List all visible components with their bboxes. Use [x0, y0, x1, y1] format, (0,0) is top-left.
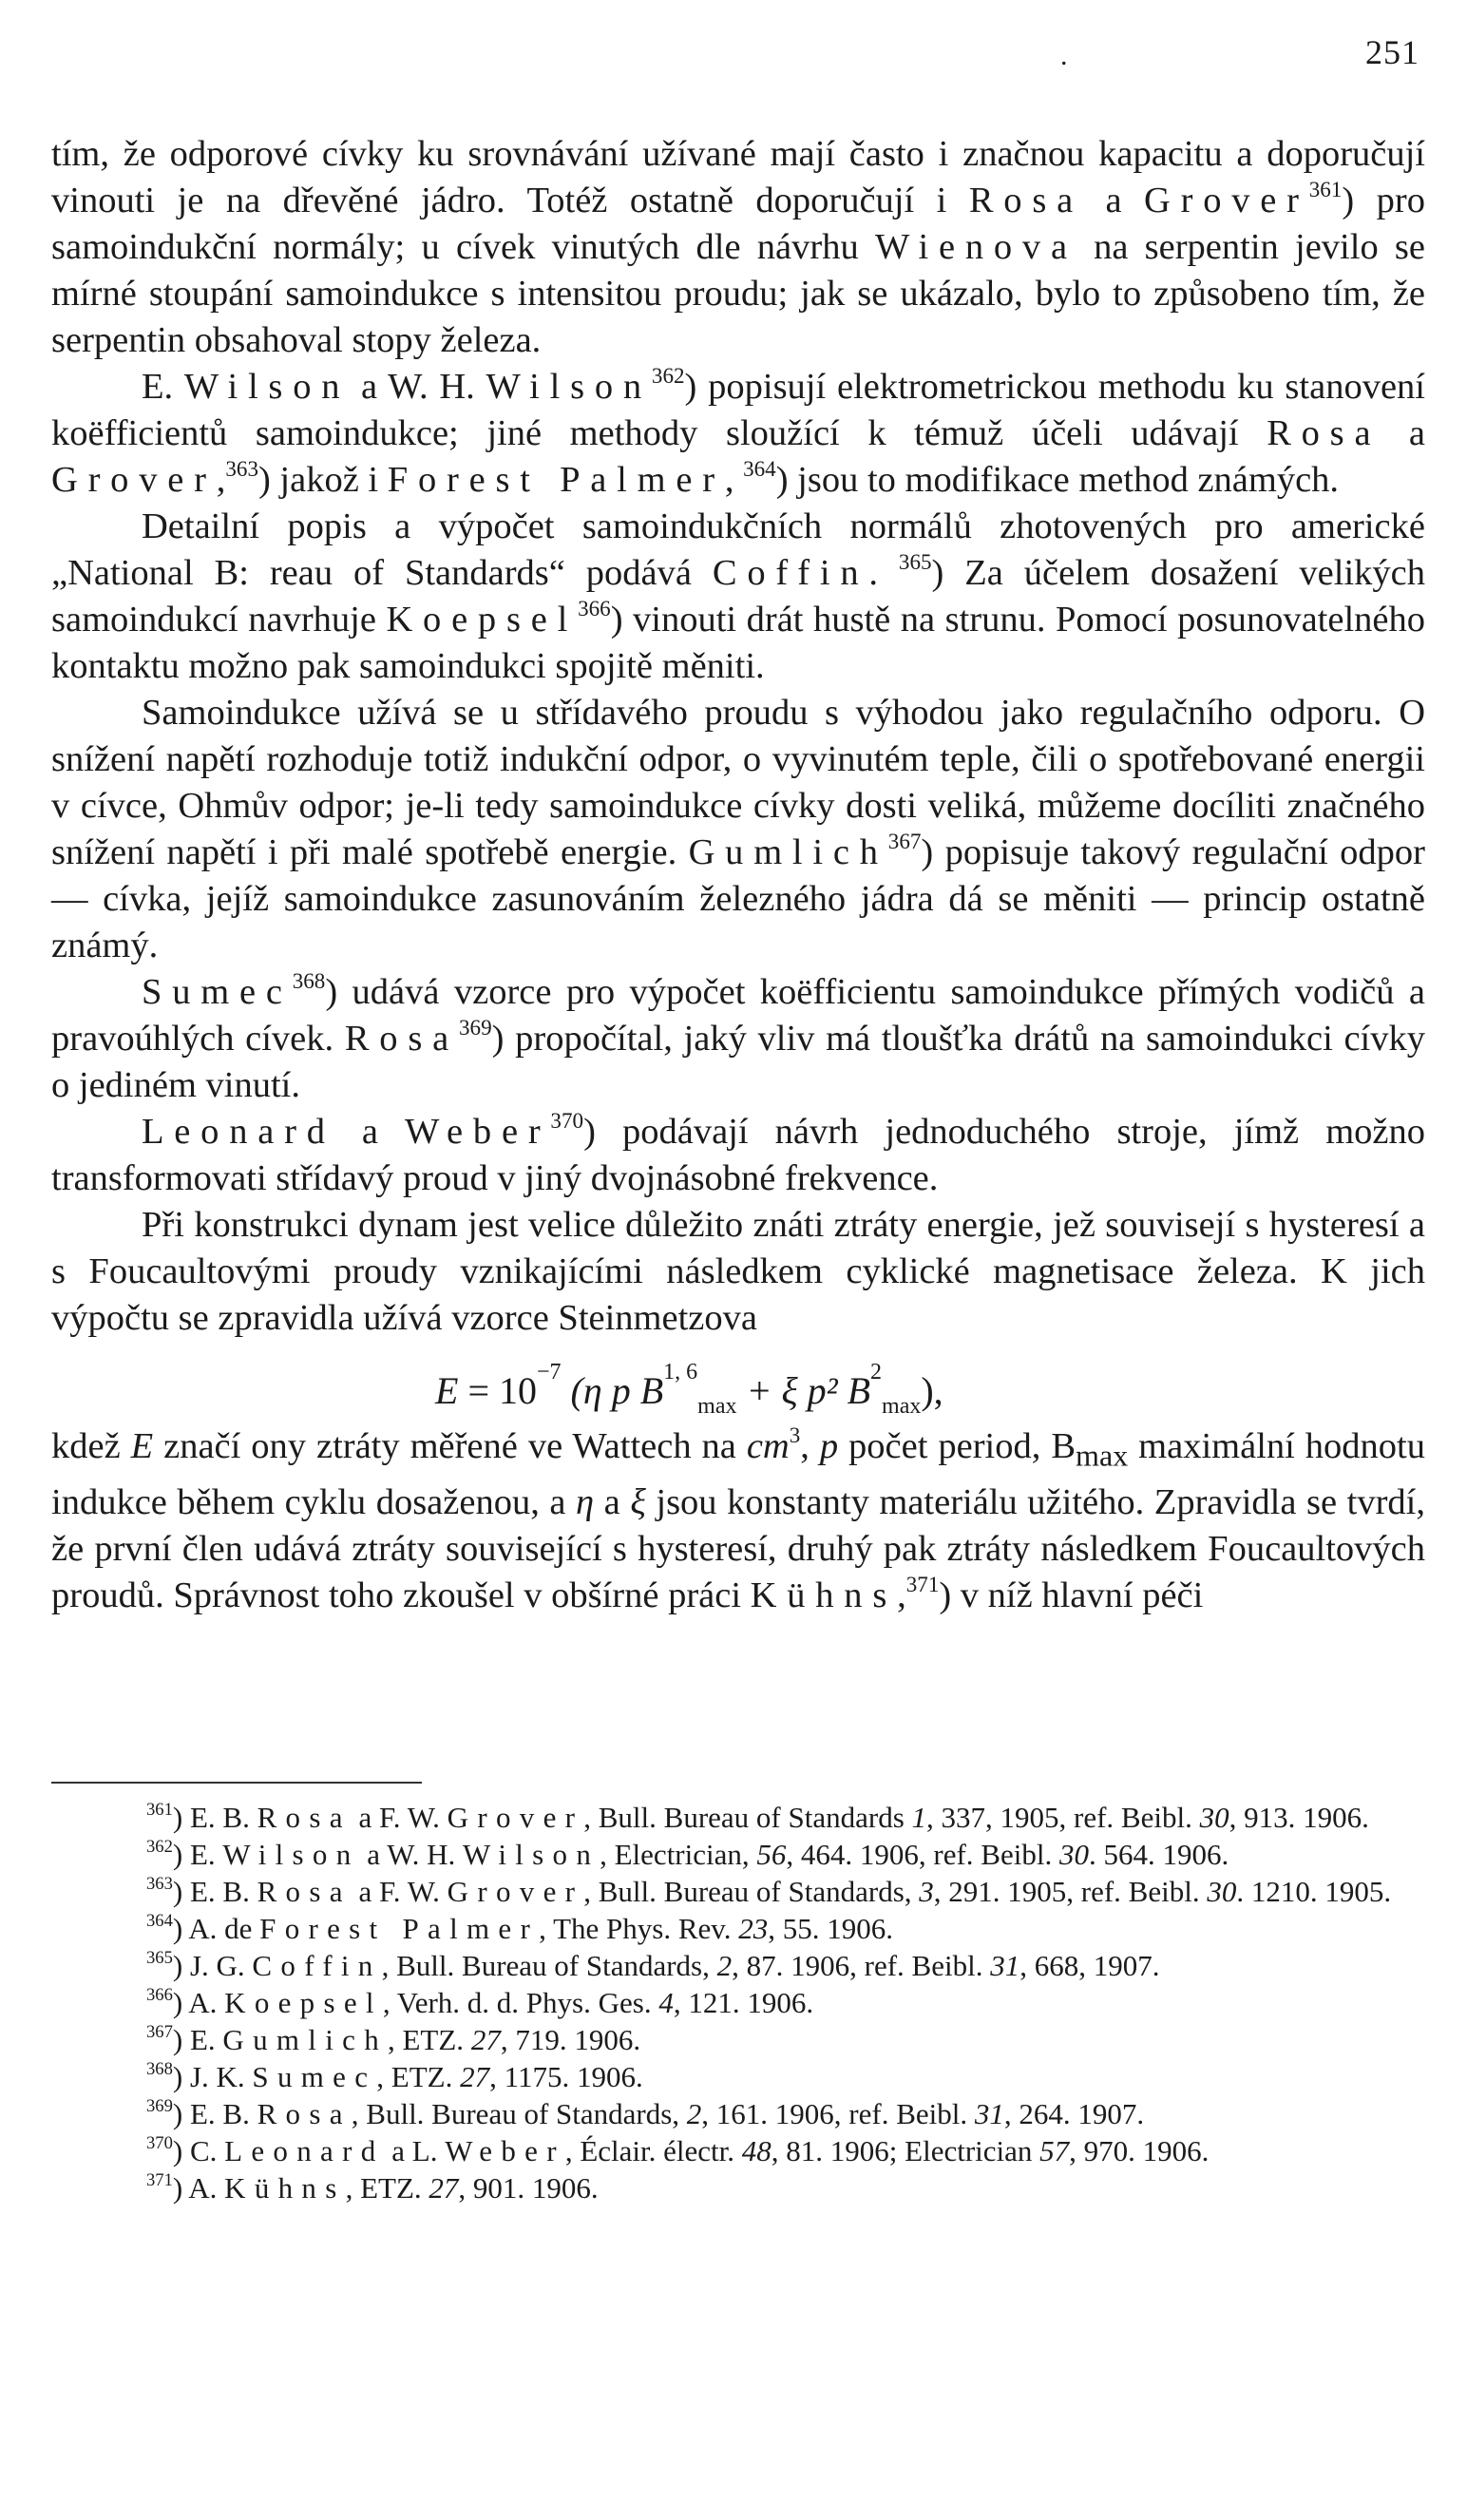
- reference-number: 3: [789, 1422, 801, 1447]
- author-name: Sumec: [252, 2060, 377, 2093]
- reference-number: 361: [1308, 176, 1343, 201]
- text-run: 23: [738, 1912, 769, 1945]
- reference-number: 368: [146, 2058, 173, 2079]
- paragraph: [51, 969, 1425, 1109]
- author-name: Grover: [447, 1801, 584, 1834]
- author-name: Gumlich: [688, 832, 888, 872]
- text-run: , ETZ.: [376, 2060, 461, 2093]
- text-run: 27: [429, 2171, 459, 2205]
- text-run: , 1175. 1906.: [489, 2060, 643, 2093]
- text-run: ) popisuje takový regulační odpor — cívka, jejíž samoindukce zasunováním železného jádra dá se měniti — princip ostatně známý.: [51, 832, 1425, 965]
- text-run: .: [868, 553, 899, 593]
- author-name: Rosa: [968, 181, 1083, 220]
- text-run: Samoindukce užívá se u střídavého proudu s výhodou jako regulačního odporu. O snížení napětí rozhoduje totiž indukční odpor, o vyvinutém teple, čili o spotřebované energii v cívce, Ohmův odpor; je-li tedy samoindukce cívky dosti veliká, můžeme docíliti značného snížení napětí i při malé spotřebě energie.: [51, 693, 1425, 872]
- text-run: ) E. B.: [172, 2097, 257, 2130]
- text-run: ) jsou to modifikace method známých.: [775, 460, 1340, 500]
- author-name: Wilson: [463, 1838, 600, 1871]
- footnote: [51, 1836, 1425, 1873]
- text-run: , 970. 1906.: [1069, 2134, 1210, 2167]
- formula-power-2: 2: [870, 1359, 883, 1384]
- formula-open: (η p B: [570, 1369, 664, 1412]
- text-run: , Bull. Bureau of Standards: [583, 1801, 912, 1834]
- reference-number: 363: [146, 1873, 173, 1894]
- text-run: 57: [1039, 2134, 1070, 2167]
- text-run: ) popisují elektrometrickou methodu ku stanovení koëfficientů samoindukce; jiné methody sloužící k témuž účeli udávají: [51, 367, 1425, 453]
- text-run: ) v níž hlavní péči: [939, 1575, 1204, 1615]
- reference-number: 369: [146, 2095, 173, 2116]
- reference-number: 364: [743, 455, 776, 481]
- footnotes: [51, 1799, 1425, 2206]
- author-name: Koepsel: [386, 600, 579, 640]
- footnote: [51, 2095, 1425, 2132]
- footnote: [51, 2169, 1425, 2206]
- paragraph: [51, 131, 1425, 364]
- formula-sub-2: max: [882, 1393, 922, 1419]
- paragraph: [51, 1202, 1425, 1342]
- text-run: tím, že odporové cívky ku srovnávání užívané mají často i značnou kapacitu a doporučují vinouti je na dřevěné jádro. Totéž ostatně doporučují i: [51, 134, 1425, 220]
- text-run: , Verh. d. d. Phys. Ges.: [382, 1986, 659, 2019]
- text-run: a F. W.: [351, 1875, 448, 1908]
- text-run: , Bull. Bureau of Standards,: [583, 1875, 920, 1908]
- reference-number: 368: [292, 967, 326, 993]
- text-run: 30: [1207, 1875, 1237, 1908]
- text-run: ) pro samoindukční normály; u cívek vinutých dle návrhu: [51, 181, 1425, 267]
- text-run: , 668, 1907.: [1019, 1949, 1160, 1982]
- text-run: ) propočítal, jaký vliv má tloušťka drátů na samoindukci cívky o jediném vinutí.: [51, 1019, 1425, 1105]
- text-run: ξ: [630, 1481, 646, 1522]
- author-name: Rosa: [257, 1875, 352, 1908]
- formula-close: ),: [921, 1369, 943, 1412]
- footnote: [51, 1799, 1425, 1836]
- text-run: , ETZ.: [388, 2023, 471, 2056]
- text-run: , 291. 1905, ref. Beibl.: [933, 1875, 1208, 1908]
- text-run: , ETZ.: [345, 2171, 429, 2205]
- author-name: Wilson: [183, 367, 351, 407]
- formula-sub-1: max: [697, 1393, 737, 1419]
- text-run: , 161. 1906, ref. Beibl.: [701, 2097, 975, 2130]
- reference-number: 362: [651, 362, 685, 388]
- text-run: 27: [460, 2060, 490, 2093]
- text-run: a: [1082, 181, 1145, 220]
- text-run: maximální hodnotu indukce během cyklu dosaženou, a: [51, 1426, 1425, 1522]
- text-run: , Éclair. électr.: [564, 2134, 742, 2167]
- text-run: 31: [990, 1949, 1020, 1982]
- text-run: jsou konstanty materiálu užitého. Zpravidla se tvrdí, že první člen udává ztráty související s hysteresí, druhý pak ztráty následkem Foucaultových proudů. Správnost toho zkoušel v obšírné práci: [51, 1481, 1425, 1615]
- footnote: [51, 1947, 1425, 1984]
- steinmetz-formula: [51, 1342, 1425, 1423]
- author-name: Coffin: [712, 553, 869, 593]
- page-dot: .: [1060, 40, 1068, 71]
- text-run: Detailní popis a výpočet samoindukčních normálů zhotovených pro americké „National B: reau of Standards“ podává: [51, 506, 1425, 593]
- author-name: Weber: [405, 1112, 551, 1152]
- text-run: max: [1076, 1438, 1129, 1473]
- text-run: ,: [724, 460, 744, 500]
- text-run: , Bull. Bureau of Standards,: [381, 1949, 717, 1982]
- text-run: , 264. 1907.: [1003, 2097, 1145, 2130]
- text-run: , 464. 1906, ref. Beibl.: [786, 1838, 1059, 1871]
- text-run: ,: [216, 460, 226, 500]
- formula-exponent: −7: [537, 1359, 562, 1384]
- text-run: 2: [686, 2097, 702, 2130]
- author-name: Kühns: [224, 2171, 346, 2205]
- author-name: Leonard: [224, 2134, 385, 2167]
- text-run: a: [594, 1481, 631, 1522]
- paragraph: [51, 690, 1425, 969]
- formula-power-1: 1, 6: [663, 1359, 698, 1384]
- author-name: Wilson: [222, 1838, 360, 1871]
- footnote: [51, 2058, 1425, 2095]
- text-run: p: [819, 1426, 839, 1466]
- text-run: ) J. G.: [172, 1949, 253, 1982]
- paragraph: [51, 364, 1425, 504]
- footnote: [51, 2021, 1425, 2058]
- paragraph: [51, 1109, 1425, 1202]
- text-run: , The Phys. Rev.: [539, 1912, 739, 1945]
- reference-number: 370: [550, 1107, 584, 1133]
- text-run: 56: [756, 1838, 787, 1871]
- text-run: , 121. 1906.: [673, 1986, 814, 2019]
- reference-number: 364: [146, 1910, 173, 1931]
- author-name: Koepsel: [224, 1986, 383, 2019]
- reference-number: 363: [225, 455, 258, 481]
- text-run: a W. H.: [350, 367, 486, 407]
- formula-expression: [435, 1359, 943, 1419]
- reference-number: 365: [146, 1947, 173, 1968]
- paragraph: [51, 504, 1425, 690]
- reference-number: 371: [905, 1571, 940, 1596]
- reference-number: 370: [146, 2132, 173, 2153]
- footnote: [51, 1873, 1425, 1910]
- author-name: Coffin: [252, 1949, 382, 1982]
- text-run: E: [130, 1426, 154, 1466]
- text-run: , Bull. Bureau of Standards,: [351, 2097, 687, 2130]
- text-run: ,: [897, 1575, 906, 1615]
- text-run: a F. W.: [351, 1801, 448, 1834]
- text-run: ) C.: [172, 2134, 225, 2167]
- text-run: ) E. B.: [172, 1801, 257, 1834]
- text-run: 3: [919, 1875, 934, 1908]
- paragraph-after-formula: [51, 1423, 1425, 1619]
- author-name: Wienova: [874, 227, 1077, 267]
- text-run: a W. H.: [359, 1838, 464, 1871]
- text-run: , 913. 1906.: [1229, 1801, 1369, 1834]
- text-run: 1: [911, 1801, 927, 1834]
- formula-equals: = 10: [467, 1369, 537, 1412]
- footnote-rule: [51, 1782, 422, 1784]
- author-name: Rosa: [1267, 413, 1381, 453]
- author-name: Wilson: [486, 367, 652, 407]
- author-name: Rosa: [257, 2097, 352, 2130]
- author-name: Forest Palmer: [387, 460, 725, 500]
- text-run: ) podávají návrh jednoduchého stroje, jímž možno transformovati střídavý proud v jiný dvojnásobné frekvence.: [51, 1112, 1425, 1198]
- text-run: 30: [1199, 1801, 1229, 1834]
- body-text: [51, 131, 1425, 1619]
- text-run: 48: [741, 2134, 772, 2167]
- text-run: ) jakož i: [257, 460, 388, 500]
- text-run: , 901. 1906.: [458, 2171, 599, 2205]
- author-name: Weber: [445, 2134, 565, 2167]
- text-run: počet period, B: [838, 1426, 1076, 1466]
- text-run: ) udává vzorce pro výpočet koëfficientu samoindukce přímých vodičů a pravoúhlých cívek.: [51, 972, 1425, 1059]
- text-run: kdež: [51, 1426, 131, 1466]
- author-name: Grover: [1144, 181, 1309, 220]
- author-name: Sumec: [142, 972, 293, 1012]
- reference-number: 366: [146, 1984, 173, 2005]
- reference-number: 366: [578, 595, 611, 620]
- reference-number: 362: [146, 1836, 173, 1857]
- text-run: 31: [974, 2097, 1004, 2130]
- text-run: , 87. 1906, ref. Beibl.: [732, 1949, 991, 1982]
- text-run: , 55. 1906.: [768, 1912, 893, 1945]
- text-run: 2: [716, 1949, 733, 1982]
- text-run: , 81. 1906; Electrician: [771, 2134, 1040, 2167]
- text-run: ) E. B.: [172, 1875, 257, 1908]
- text-run: , 337, 1905, ref. Beibl.: [926, 1801, 1200, 1834]
- text-run: a L.: [384, 2134, 446, 2167]
- text-run: značí ony ztráty měřené ve Wattech na: [153, 1426, 747, 1466]
- page-number: 251: [1365, 33, 1419, 71]
- text-run: 30: [1058, 1838, 1089, 1871]
- reference-number: 369: [458, 1014, 492, 1040]
- author-name: Grover: [51, 460, 217, 500]
- footnote: [51, 2132, 1425, 2169]
- text-run: , 719. 1906.: [500, 2023, 641, 2056]
- text-run: ) A.: [172, 1986, 225, 2019]
- text-run: ) Za účelem dosažení velikých samoindukcí navrhuje: [51, 553, 1425, 640]
- text-run: . 564. 1906.: [1088, 1838, 1229, 1871]
- author-name: Grover: [447, 1875, 584, 1908]
- formula-lhs: E: [435, 1369, 459, 1412]
- text-run: ,: [800, 1426, 820, 1466]
- text-run: a: [1381, 413, 1425, 453]
- author-name: Forest Palmer: [259, 1912, 540, 1945]
- reference-number: 361: [146, 1799, 173, 1820]
- text-run: cm: [746, 1426, 790, 1466]
- text-run: ) vinouti drát hustě na strunu. Pomocí posunovatelného kontaktu možno pak samoindukci spojitě měniti.: [51, 600, 1425, 686]
- author-name: Kühns: [750, 1575, 898, 1615]
- footnote: [51, 1984, 1425, 2021]
- text-run: . 1210. 1905.: [1236, 1875, 1392, 1908]
- text-run: E.: [142, 367, 184, 407]
- author-name: Rosa: [257, 1801, 352, 1834]
- text-run: ) E.: [172, 2023, 223, 2056]
- reference-number: 367: [146, 2021, 173, 2042]
- text-run: Při konstrukci dynam jest velice důležito znáti ztráty energie, jež souvisejí s hysteresí a s Foucaultovými proudy vznikajícími následkem cyklické magnetisace železa. K jich výpočtu se zpravidla užívá vzorce Steinmetzova: [51, 1205, 1425, 1338]
- text-run: na serpentin jevilo se mírné stoupání samoindukce s intensitou proudu; jak se ukázalo, bylo to způsobeno tím, že serpentin obsahoval stopy železa.: [51, 227, 1425, 360]
- reference-number: 367: [887, 828, 922, 853]
- text-run: 27: [470, 2023, 501, 2056]
- formula-plus: + ξ p² B: [746, 1369, 871, 1412]
- reference-number: 365: [898, 548, 932, 574]
- text-run: η: [576, 1481, 595, 1522]
- text-run: ) E.: [172, 1838, 223, 1871]
- text-run: , Electrician,: [600, 1838, 757, 1871]
- text-run: 4: [658, 1986, 674, 2019]
- author-name: Gumlich: [222, 2023, 388, 2056]
- text-run: a: [334, 1112, 406, 1152]
- text-run: ) A. de: [172, 1912, 260, 1945]
- footnote: [51, 1910, 1425, 1947]
- author-name: Leonard: [142, 1112, 335, 1152]
- text-run: ) A.: [172, 2171, 225, 2205]
- author-name: Rosa: [344, 1019, 459, 1059]
- paragraphs-before-formula: [51, 131, 1425, 1342]
- reference-number: 371: [146, 2169, 173, 2190]
- text-run: ) J. K.: [172, 2060, 253, 2093]
